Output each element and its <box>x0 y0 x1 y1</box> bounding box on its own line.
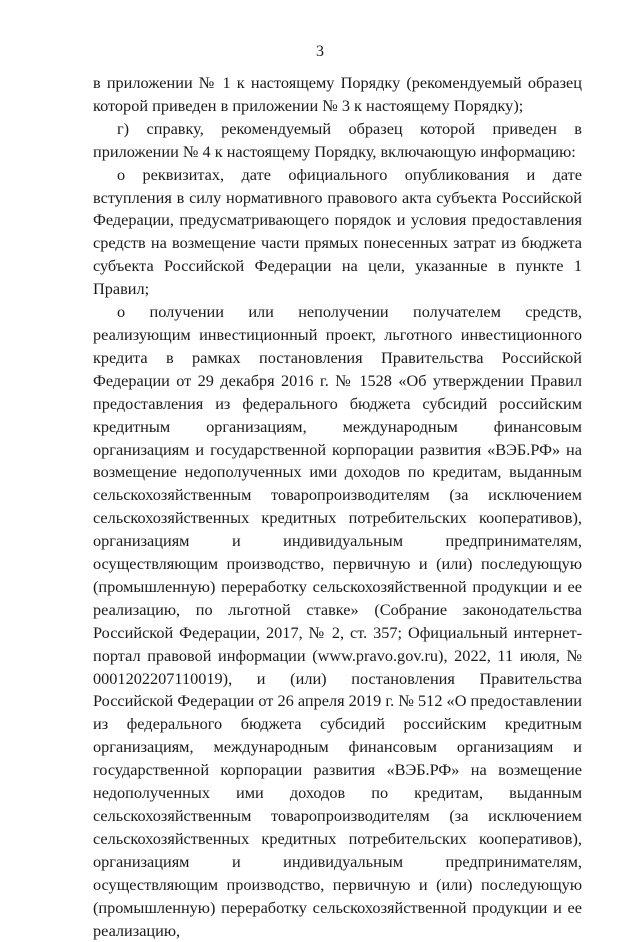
paragraph-credit-info: о получении или неполучении получателем средств, реализующим инвестиционный проект, льготного инвестиционного кредита в рамках постановления Правительства Российской Федерации от 29 декабря 2016 г. № 1528 «Об утверждении Правил предоставления из федерального бюджета субсидий российским кредитным организациям, международным финансовым организациям и государственной корпорации развития «ВЭБ.РФ» на возмещение недополученных ими доходов по кредитам, выданным сельскохозяйственным товаропроизводителям (за исключением сельскохозяйственных кредитных потребительских кооперативов), организациям и индивидуальным предпринимателям, осуществляющим производство, первичную и (или) последующую (промышленную) переработку сельскохозяйственной продукции и ее реализацию, по льготной ставке» (Собрание законодательства Российской Федерации, 2017, № 2, ст. 357; Официальный интернет-портал правовой информации (www.pravo.gov.ru), 2022, 11 июля, № 0001202207110019), и (или) постановления Правительства Российской Федерации от 26 апреля 2019 г. № 512 «О предоставлении из федерального бюджета субсидий российским кредитным организациям, международным финансовым организациям и государственной корпорации развития «ВЭБ.РФ» на возмещение недополученных ими доходов по кредитам, выданным сельскохозяйственным товаропроизводителям (за исключением сельскохозяйственных кредитных потребительских кооперативов), организациям и индивидуальным предпринимателям, осуществляющим производство, первичную и (или) последующую (промышленную) переработку сельскохозяйственной продукции и ее реализацию, <box>93 302 582 940</box>
document-body <box>93 72 582 942</box>
paragraph-item-g: г) справку, рекомендуемый образец которой приведен в приложении № 4 к настоящему Порядку, включающую информацию: <box>93 118 582 161</box>
page-number: 3 <box>316 43 324 60</box>
paragraph-continuation: в приложении № 1 к настоящему Порядку (рекомендуемый образец которой приведен в приложении № 3 к настоящему Порядку); <box>93 73 582 115</box>
paragraph-requisites: о реквизитах, дате официального опубликования и дате вступления в силу нормативного правового акта субъекта Российской Федерации, предусматривающего порядок и условия предоставления средств на возмещение части прямых понесенных затрат из бюджета субъекта Российской Федерации на цели, указанные в пункте 1 Правил; <box>93 164 582 299</box>
